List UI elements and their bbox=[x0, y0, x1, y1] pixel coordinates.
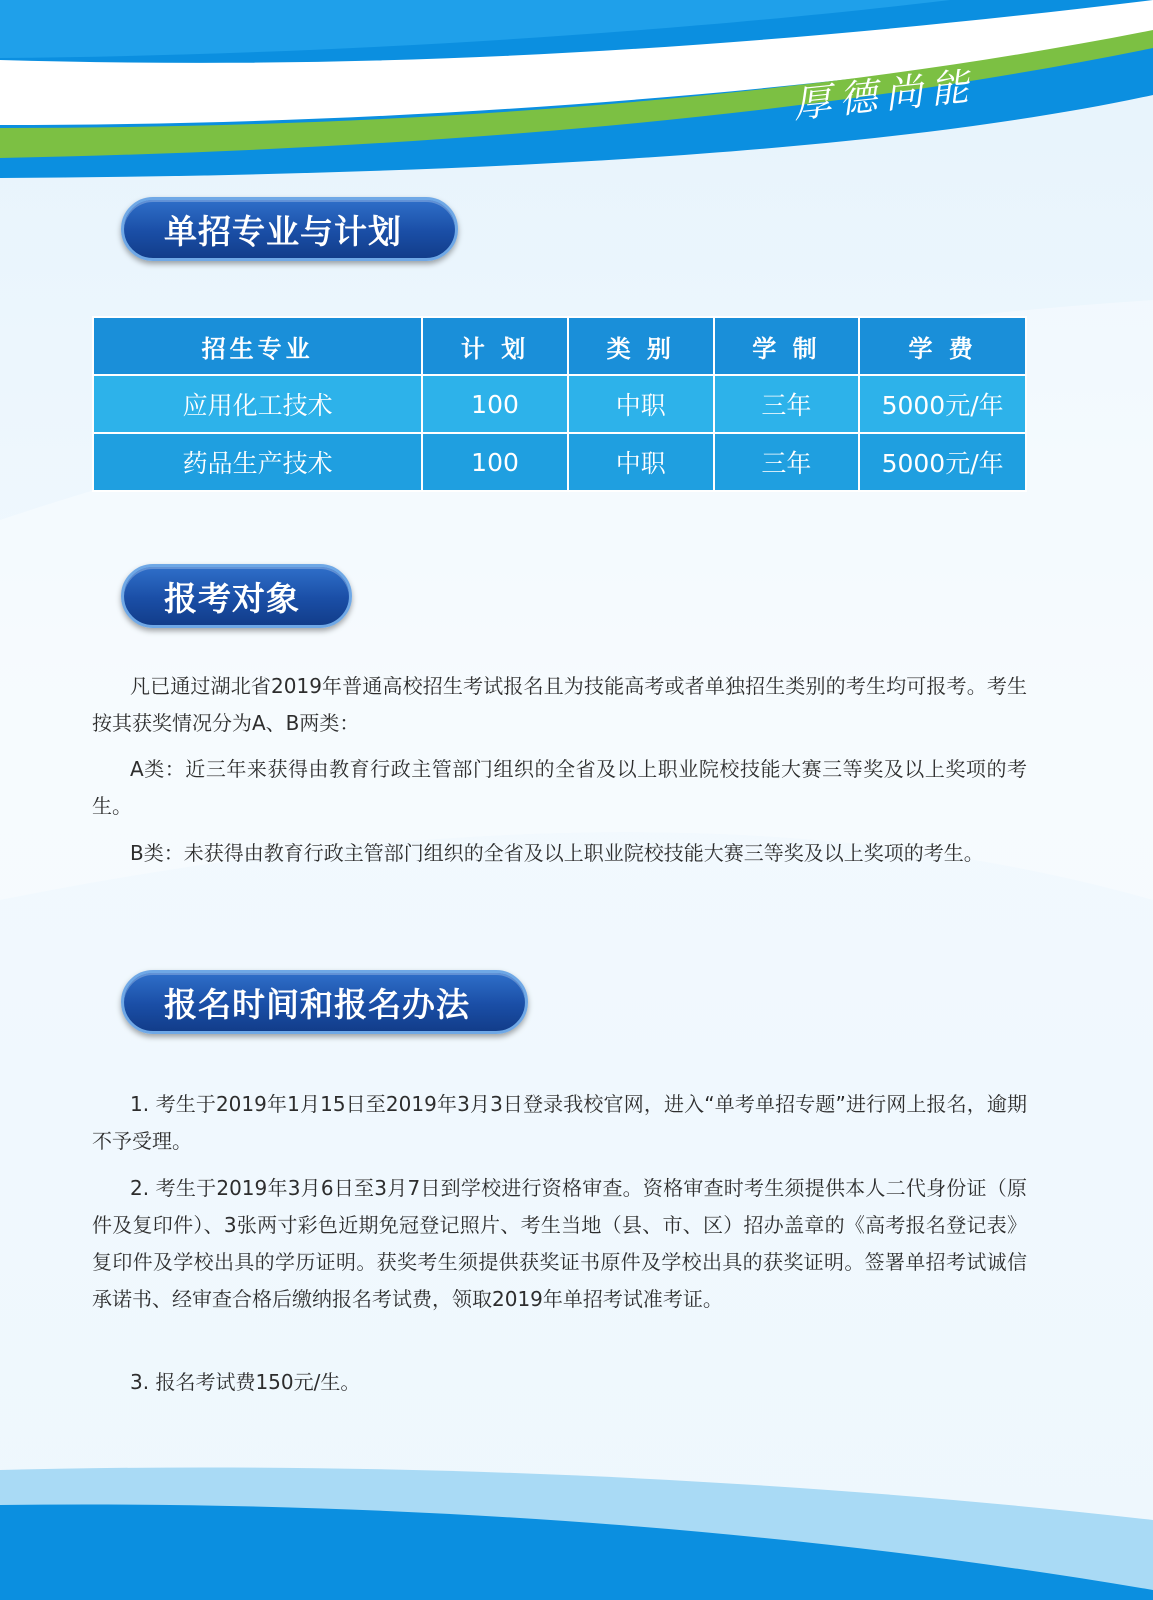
header-category: 类 别 bbox=[568, 317, 714, 375]
table-header-row bbox=[93, 317, 1026, 375]
cell-category: 中职 bbox=[568, 375, 714, 433]
header-duration: 学 制 bbox=[714, 317, 860, 375]
registration-item-2: 2. 考生于2019年3月6日至3月7日到学校进行资格审查。资格审查时考生须提供本人二代身份证（原件及复印件）、3张两寸彩色近期免冠登记照片、考生当地（县、市、区）招办盖章的《高考报名登记表》复印件及学校出具的学历证明。获奖考生须提供获奖证书原件及学校出具的获奖证明。签署单招考试诚信承诺书、经审查合格后缴纳报名考试费，领取2019年单招考试准考证。 bbox=[92, 1176, 1027, 1311]
table-row bbox=[93, 433, 1026, 491]
cell-plan: 100 bbox=[422, 433, 568, 491]
cell-major: 药品生产技术 bbox=[93, 433, 422, 491]
section-title-plan: 单招专业与计划 bbox=[121, 197, 458, 261]
cell-tuition: 5000元/年 bbox=[859, 375, 1026, 433]
enrollment-plan-table bbox=[92, 316, 1027, 492]
table-row bbox=[93, 375, 1026, 433]
cell-major: 应用化工技术 bbox=[93, 375, 422, 433]
target-type-b-paragraph: B类：未获得由教育行政主管部门组织的全省及以上职业院校技能大赛三等奖及以上奖项的考生。 bbox=[130, 841, 984, 865]
cell-duration: 三年 bbox=[714, 433, 860, 491]
cell-tuition: 5000元/年 bbox=[859, 433, 1026, 491]
header-major: 招生专业 bbox=[93, 317, 422, 375]
cell-plan: 100 bbox=[422, 375, 568, 433]
motto-calligraphy: 厚德尚能 bbox=[790, 63, 979, 127]
header-plan: 计 划 bbox=[422, 317, 568, 375]
target-type-a-paragraph: A类：近三年来获得由教育行政主管部门组织的全省及以上职业院校技能大赛三等奖及以上奖项的考生。 bbox=[92, 757, 1027, 818]
section-title-target: 报考对象 bbox=[121, 564, 352, 628]
section-title-registration: 报名时间和报名办法 bbox=[121, 970, 528, 1034]
cell-duration: 三年 bbox=[714, 375, 860, 433]
target-intro-paragraph: 凡已通过湖北省2019年普通高校招生考试报名且为技能高考或者单独招生类别的考生均可报考。考生按其获奖情况分为A、B两类： bbox=[92, 674, 1027, 735]
cell-category: 中职 bbox=[568, 433, 714, 491]
registration-item-3: 3. 报名考试费150元/生。 bbox=[130, 1370, 361, 1394]
registration-item-1: 1. 考生于2019年1月15日至2019年3月3日登录我校官网，进入“单考单招专题”进行网上报名，逾期不予受理。 bbox=[92, 1092, 1027, 1153]
header-tuition: 学 费 bbox=[859, 317, 1026, 375]
